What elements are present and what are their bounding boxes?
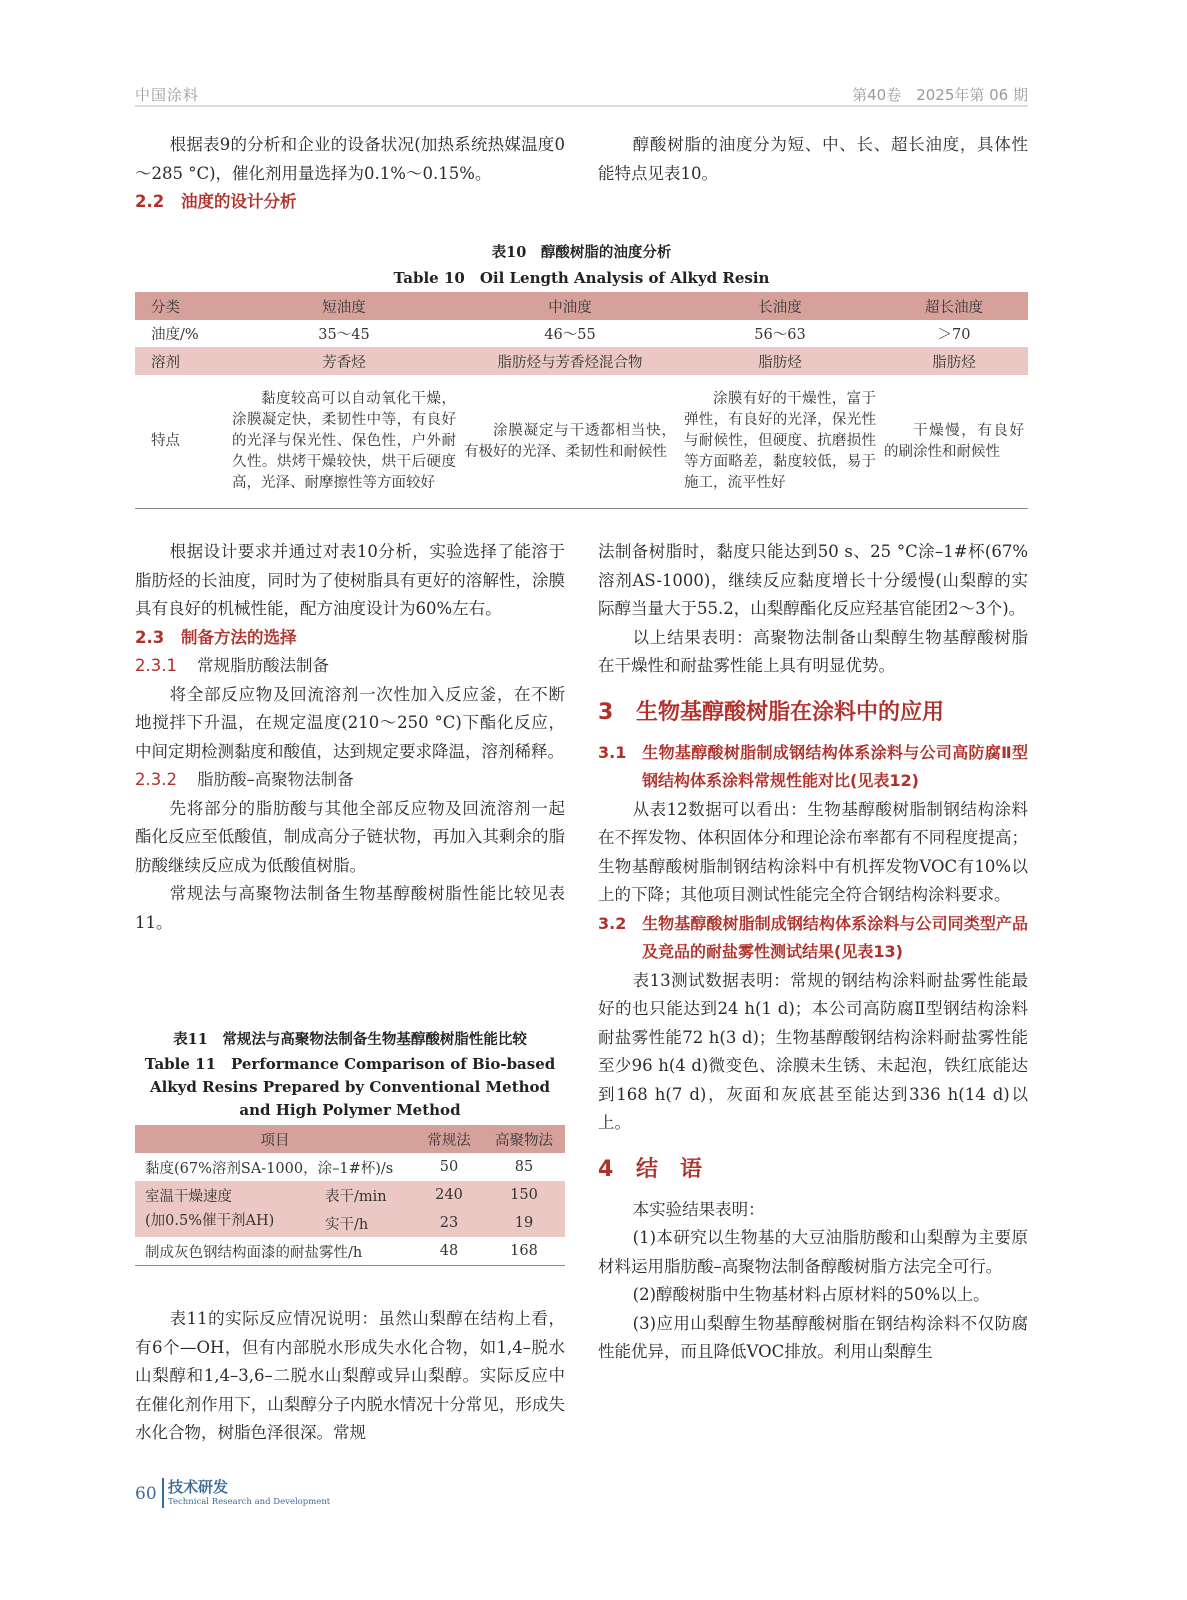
section-heading-3-1: 3.1 生物基醇酸树脂制成钢结构体系涂料与公司高防腐Ⅱ型钢结构体系涂料常规性能对比(见表12) (598, 742, 1028, 790)
section-heading-3: 3 生物基醇酸树脂在涂料中的应用 (598, 699, 945, 725)
paragraph: 表13测试数据表明：常规的钢结构涂料耐盐雾性能最好的也只能达到24 h(1 d)；本公司高防腐Ⅱ型钢结构涂料耐盐雾性能72 h(3 d)；生物基醇酸钢结构涂料耐盐雾性能至少96 h(4 d)微变色、涂膜未生锈、未起泡，铁红底能达到168 h(7 d)，灰面和灰底甚至能达到336 h(14 d)以上。 (598, 970, 1028, 1132)
left-column-bottom (135, 1305, 565, 1448)
paragraph: 醇酸树脂的油度分为短、中、长、超长油度，具体性能特点见表10。 (598, 135, 1028, 183)
section-heading-2-3-1: 2.3.1 常规脂肪酸法制备 (135, 656, 329, 675)
section-heading-2-3-2: 2.3.2 脂肪酸–高聚物法制备 (135, 770, 354, 789)
right-column-top (598, 131, 1028, 188)
paragraph: (1)本研究以生物基的大豆油脂肪酸和山梨醇为主要原材料运用脂肪酸–高聚物法制备醇酸树脂方法完全可行。 (598, 1228, 1028, 1276)
right-column-body (598, 538, 1028, 1367)
table-header-row: 项目 常规法 高聚物法 (135, 1125, 565, 1153)
paragraph: 常规法与高聚物法制备生物基醇酸树脂性能比较见表11。 (135, 884, 565, 932)
table-11 (135, 1125, 565, 1266)
section-heading-2-2: 2.2 油度的设计分析 (135, 192, 297, 211)
table-row: 特点 黏度较高可以自动氧化干燥，涂膜凝定快，柔韧性中等，有良好的光泽与保光性、保色性，户外耐久性。烘烤干燥较快，烘干后硬度高，光泽、耐摩擦性等方面较好 涂膜凝定与干透都相当快，有极好的光泽、柔韧性和耐候性 涂膜有好的干燥性，富于弹性，有良好的光泽，保光性与耐候性，但硬度、抗磨损性等方面略差，黏度较低，易于施工，流平性好 干燥慢，有良好的刷涂性和耐候性 (135, 375, 1028, 509)
table-row: 室温干燥速度 (加0.5%催干剂AH) 表干/min 240 150 (135, 1181, 565, 1209)
paragraph: 将全部反应物及回流溶剂一次性加入反应釜，在不断地搅拌下升温，在规定温度(210～250 °C)下酯化反应，中间定期检测黏度和酸值，达到规定要求降温，溶剂稀释。 (135, 684, 565, 761)
footer-section-cn: 技术研发 (168, 1478, 229, 1496)
table-header-row: 分类 短油度 中油度 长油度 超长油度 (135, 292, 1028, 320)
left-column-top (135, 131, 565, 217)
table-row: 油度/% 35～45 46～55 56～63 ＞70 (151, 327, 971, 343)
issue-info: 第40卷 2025年第 06 期 (852, 86, 1028, 104)
paragraph: 从表12数据可以看出：生物基醇酸树脂制钢结构涂料在不挥发物、体积固体分和理论涂布率都有不同程度提高；生物基醇酸树脂制钢结构涂料中有机挥发物VOC有10%以上的下降；其他项目测试性能完全符合钢结构涂料要求。 (598, 799, 1028, 904)
footer-section-en: Technical Research and Development (168, 1497, 331, 1507)
table-10 (135, 292, 1028, 509)
header-divider (135, 105, 1028, 107)
paragraph: 法制备树脂时，黏度只能达到50 s、25 °C涂–1#杯(67%溶剂AS-1000)，继续反应黏度增长十分缓慢(山梨醇的实际醇当量大于55.2，山梨醇酯化反应羟基官能团2～3个)。 (598, 542, 1028, 618)
paragraph: 表11的实际反应情况说明：虽然山梨醇在结构上看，有6个—OH，但有内部脱水形成失水化合物，如1,4–脱水山梨醇和1,4–3,6–二脱水山梨醇或异山梨醇。实际反应中在催化剂作用下，山梨醇分子内脱水情况十分常见，形成失水化合物，树脂色泽很深。常规 (135, 1309, 565, 1442)
table11-caption-en: Table 11 Performance Comparison of Bio-based Alkyd Resins Prepared by Conventional Method and High Polymer Method (144, 1055, 556, 1119)
table10-caption-cn: 表10 醇酸树脂的油度分析 (491, 244, 672, 261)
paragraph: 以上结果表明：高聚物法制备山梨醇生物基醇酸树脂在干燥性和耐盐雾性能上具有明显优势。 (598, 627, 1028, 675)
footer-divider (162, 1478, 164, 1508)
section-heading-2-3: 2.3 制备方法的选择 (135, 627, 297, 647)
table-row: 黏度(67%溶剂SA-1000，涂–1#杯)/s 50 85 (145, 1159, 534, 1177)
section-heading-4: 4 结 语 (598, 1156, 703, 1182)
paragraph: (2)醇酸树脂中生物基材料占原材料的50%以上。 (632, 1285, 990, 1304)
left-column-body (135, 538, 565, 937)
paragraph: 根据表9的分析和企业的设备状况(加热系统热媒温度0～285 °C)，催化剂用量选择为0.1%～0.15%。 (135, 135, 565, 183)
paragraph: 本实验结果表明： (632, 1199, 765, 1219)
journal-name: 中国涂料 (135, 86, 200, 104)
paragraph: (3)应用山梨醇生物基醇酸树脂在钢结构涂料不仅防腐性能优异，而且降低VOC排放。利用山梨醇生 (598, 1313, 1028, 1361)
table10-caption-en: Table 10 Oil Length Analysis of Alkyd Resin (393, 269, 770, 287)
paragraph: 先将部分的脂肪酸与其他全部反应物及回流溶剂一起酯化反应至低酸值，制成高分子链状物，再加入其剩余的脂肪酸继续反应成为低酸值树脂。 (135, 798, 565, 875)
table11-caption-cn: 表11 常规法与高聚物法制备生物基醇酸树脂性能比较 (173, 1031, 527, 1048)
table-row: 制成灰色钢结构面漆的耐盐雾性/h 48 168 (135, 1237, 565, 1266)
page-number: 60 (135, 1484, 157, 1504)
paragraph: 根据设计要求并通过对表10分析，实验选择了能溶于脂肪烃的长油度，同时为了使树脂具有更好的溶解性，涂膜具有良好的机械性能，配方油度设计为60%左右。 (135, 542, 565, 618)
table-row: 溶剂 芳香烃 脂肪烃与芳香烃混合物 脂肪烃 脂肪烃 (135, 347, 1028, 375)
table-row: 实干/h 23 19 (135, 1209, 565, 1237)
section-heading-3-2: 3.2 生物基醇酸树脂制成钢结构体系涂料与公司同类型产品及竞品的耐盐雾性测试结果(见表13) (598, 913, 1028, 961)
